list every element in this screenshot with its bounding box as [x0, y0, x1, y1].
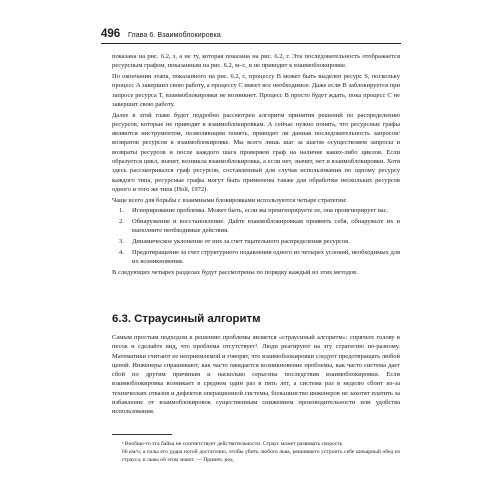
footnote-line: [112, 440, 400, 448]
footnote: [112, 440, 400, 465]
list-text: Предотвращение за счет структурного подавления одного из четырех условий, необходимых для их возникновения.: [132, 248, 400, 265]
footnote-text: Вообще-то эта байка не соответствует действительности. Страус может развивать скорость: [124, 441, 343, 447]
paragraph: По окончании этапа, показанного на рис. 6.2, с, процессу B может быть выделен ресурс S, поскольку процесс A завершил свою работу, а процессу C имеет все необходимое. Даже если B заблокируется при запросе ресурса T, взаимоблокировки не возникнет. Процесс B просто будет ждать, пока процесс C не завершит свою работу.: [112, 72, 400, 108]
list-number: 2.: [119, 218, 124, 225]
body-text-section: [112, 333, 400, 418]
chapter-title: Глава 6. Взаимоблокировка: [128, 30, 221, 39]
body-text-top: [112, 52, 400, 278]
paragraph: Самым простым подходом к решению проблемы является «страусиный алгоритм»: спрячьте голову в песок и сделайте вид, что проблема отсутствует¹. Люди реагируют на эту стратегию по-разному. Математики считают ее неприемлемой и говорят, что взаимоблокировки следует предотвращать любой ценой. Инженеры спрашивают, как часто ожидается возникновение проблемы, как часто система дает сбой по другим причинам и насколько серьезны последствия взаимоблокировки. Если взаимоблокировка возникает в среднем один раз в пять лет, а система раз в неделю сбоит из-за технических отказов и дефектов операционной системы, большинство инженеров не захотят платить за избавление от взаимоблокировок существенным снижением производительности или удобства использования.: [112, 334, 400, 416]
list-item: [112, 237, 400, 246]
list-text: Игнорирование проблемы. Может быть, если вы проигнорируете ее, она проигнорирует вас.: [132, 207, 389, 215]
running-header: [101, 27, 401, 44]
list-number: 3.: [119, 237, 124, 245]
paragraph: Чаще всего для борьбы с взаимными блокировками используются четыре стратегии:: [112, 196, 347, 204]
list-item: [112, 217, 400, 236]
list-number: 1.: [119, 207, 124, 215]
paragraph: показана на рис. 6.2, з, а не ту, которая показана на рис. 6.2, г. Эта последовательность отображается ресурсным графом, показанным на рис. 6.2, м–с, и не приводит к взаимоблокировке.: [112, 53, 400, 70]
paragraph: В следующих четырех разделах будут рассмотрены по порядку каждый из этих методов.: [112, 268, 358, 276]
page-number: 496: [101, 28, 121, 40]
footnote-divider: [112, 434, 172, 435]
list-text: Обнаружение и восстановление. Дайте взаимоблокировкам проявить себя, обнаружьте их и выполните необходимые действия.: [132, 218, 400, 235]
footnote-marker: ¹: [122, 441, 124, 446]
paragraph: Далее в этой главе будет подробно рассмотрен алгоритм принятия решений по распределению ресурсов, которые не приводят к взаимоблокировкам. А сейчас нужно понять, что ресурсные графы являются инструментом, позволяющим понять, приводит ли данная последовательность запросов/возвратов ресурсов к взаимоблокировке. Мы всего лишь шаг за шагом осуществляем запросы и возвраты ресурсов и после каждого шага проверяем граф на наличие каких-либо циклов. Если образуется цикл, значит, возникла взаимоблокировка, а если нет, значит, нет и взаимоблокировки. Хотя здесь рассматривался граф ресурсов, составленный для случая использования по одному ресурсу каждого типа, ресурсные графы могут быть применены также для обработки нескольких ресурсов одного и того же типа (Holt, 1972).: [112, 111, 400, 193]
list-text: Динамическое уклонение от них за счет тщательного распределения ресурсов.: [132, 237, 350, 245]
list-item: [112, 206, 400, 215]
list-item: [112, 248, 400, 267]
list-number: 4.: [119, 248, 124, 256]
footnote-line: 60 км/ч, а силы его удара ногой достаточно, чтобы убить любого льва, решившего устроить себе шикарный обед из страуса, и львы об этом знают. — Примеч. ред.: [122, 449, 400, 464]
section-heading: 6.3. Страусиный алгоритм: [112, 313, 261, 325]
